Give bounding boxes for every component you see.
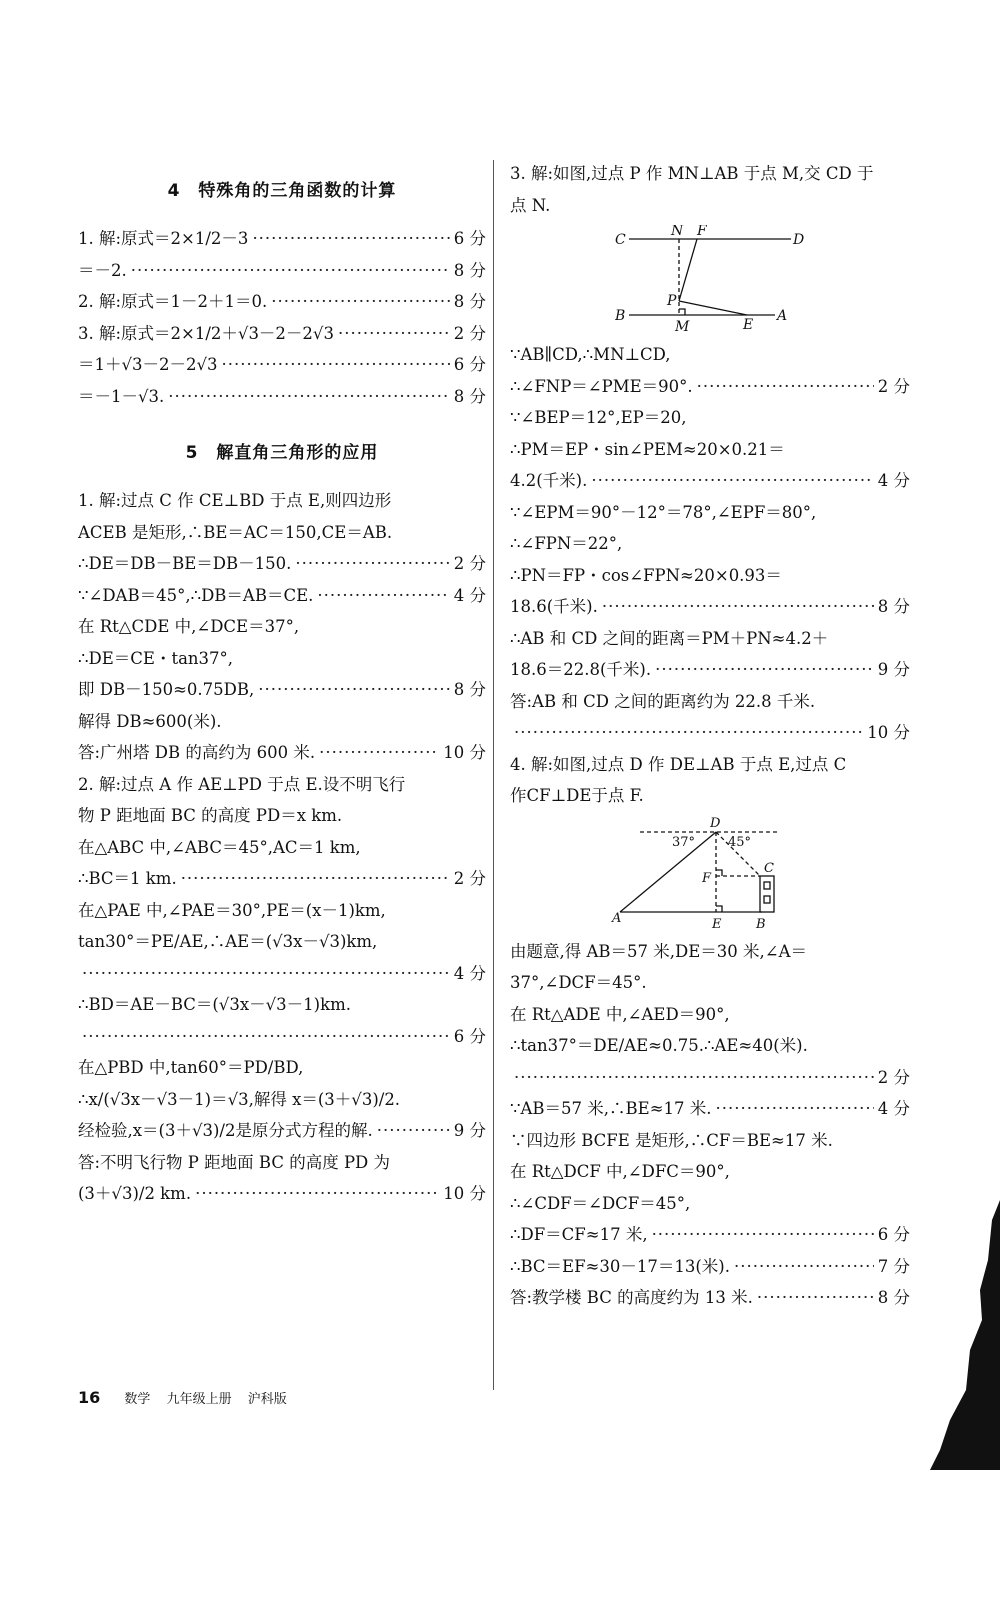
right-column xyxy=(510,150,910,1314)
footer-edition: 沪科版 xyxy=(247,1392,287,1407)
answer-text: 18.6(千米). xyxy=(510,597,598,616)
leader-dots xyxy=(602,591,874,623)
fig4-label-F: F xyxy=(702,870,712,886)
problem-3-line xyxy=(510,158,910,190)
section-5-line xyxy=(78,1178,486,1210)
score-label: 4 分 xyxy=(877,471,910,490)
section-5-line xyxy=(78,863,486,895)
section-5-title: 5 解直角三角形的应用 xyxy=(185,443,379,463)
fig4-label-D: D xyxy=(710,815,721,831)
leader-dots xyxy=(131,255,450,287)
section-5-line xyxy=(78,548,486,580)
leader-dots xyxy=(514,717,863,749)
problem-3-line xyxy=(510,654,910,686)
problem-3-intro xyxy=(510,158,910,221)
answer-text: 2. 解:过点 A 作 AE⊥PD 于点 E.设不明飞行 xyxy=(78,774,406,794)
score-label: 6 分 xyxy=(453,1026,486,1046)
answer-text: 在△PAE 中,∠PAE＝30°,PE＝(x－1)km, xyxy=(78,900,386,920)
problem-3-line xyxy=(510,560,910,592)
answer-text: 1. 解:原式＝2×1/2－3 xyxy=(78,229,249,248)
section-4-line xyxy=(78,318,486,350)
fig3-label-E: E xyxy=(743,317,754,333)
footer-grade: 九年级上册 xyxy=(166,1392,232,1407)
answer-text: ∴DE＝DB－BE＝DB－150. xyxy=(78,554,292,573)
score-label: 4 分 xyxy=(453,963,486,983)
answer-text: 答:不明飞行物 P 距地面 BC 的高度 PD 为 xyxy=(78,1152,391,1172)
answer-text: 物 P 距地面 BC 的高度 PD＝x km. xyxy=(78,806,343,825)
score-label: 9 分 xyxy=(877,660,910,679)
problem-4-line xyxy=(510,1251,910,1283)
section-5-line xyxy=(78,706,486,738)
answer-text: ＝－1－√3. xyxy=(78,386,165,406)
leader-dots xyxy=(181,863,450,895)
fig4-label-A: A xyxy=(612,910,622,926)
answer-text: 经检验,x＝(3＋√3)/2是原分式方程的解. xyxy=(78,1121,373,1140)
leader-dots xyxy=(222,349,450,381)
score-label: 2 分 xyxy=(453,323,486,343)
problem-3-line xyxy=(510,623,910,655)
problem-3-line xyxy=(510,402,910,434)
leader-dots xyxy=(377,1115,450,1147)
answer-text: ∴BC＝EF≈30－17＝13(米). xyxy=(510,1256,730,1276)
section-5-line xyxy=(78,800,486,832)
section-5-line xyxy=(78,958,486,990)
problem-4-line xyxy=(510,1125,910,1157)
fig3-label-C: C xyxy=(615,232,626,248)
answer-text: 4.2(千米). xyxy=(510,471,588,490)
fig3-label-B: B xyxy=(615,308,626,324)
column-divider xyxy=(493,160,494,1390)
answer-text: ∴DE＝CE・tan37°, xyxy=(78,648,234,668)
fig3-label-F: F xyxy=(697,225,707,239)
problem-3-line xyxy=(510,190,910,222)
answer-text: ∴x/(√3x－√3－1)＝√3,解得 x＝(3＋√3)/2. xyxy=(78,1089,401,1109)
leader-dots xyxy=(295,548,449,580)
score-label: 8 分 xyxy=(453,260,486,280)
problem-3-solution xyxy=(510,339,910,812)
score-label: 10 分 xyxy=(443,743,486,762)
leader-dots xyxy=(258,674,449,706)
answer-text: 作CF⊥DE于点 F. xyxy=(510,786,644,805)
fig3-label-P: P xyxy=(667,293,677,309)
section-4-line xyxy=(78,255,486,287)
page-number: 16 xyxy=(78,1388,101,1407)
problem-3-line xyxy=(510,780,910,812)
leader-dots xyxy=(319,737,439,769)
answer-text: 在△PBD 中,tan60°＝PD/BD, xyxy=(78,1058,304,1077)
problem-4-line xyxy=(510,967,910,999)
answer-text: 37°,∠DCF＝45°. xyxy=(510,973,647,992)
answer-text: 解得 DB≈600(米). xyxy=(78,711,222,731)
score-label: 8 分 xyxy=(453,386,486,406)
answer-text: 3. 解:如图,过点 P 作 MN⊥AB 于点 M,交 CD 于 xyxy=(510,164,874,183)
section-5-line xyxy=(78,1115,486,1147)
section-5-line xyxy=(78,989,486,1021)
problem-3-line xyxy=(510,591,910,623)
problem-4-line xyxy=(510,1156,910,1188)
leader-dots xyxy=(716,1093,874,1125)
answer-text: ∴PN＝FP・cos∠FPN≈20×0.93＝ xyxy=(510,565,782,585)
answer-text: ∵∠BEP＝12°,EP＝20, xyxy=(510,408,687,427)
problem-3-line xyxy=(510,749,910,781)
fig3-label-A: A xyxy=(777,308,788,324)
page-footer xyxy=(78,1388,299,1407)
section-5-line xyxy=(78,485,486,517)
answer-text: ∵四边形 BCFE 是矩形,∴CF＝BE≈17 米. xyxy=(510,1130,833,1150)
answer-text: ＝1＋√3－2－2√3 xyxy=(78,355,218,374)
section-4-title: 4 特殊角的三角函数的计算 xyxy=(167,181,397,201)
score-label: 10 分 xyxy=(443,1184,486,1203)
problem-4-line xyxy=(510,1030,910,1062)
section-5-line xyxy=(78,737,486,769)
problem-3-line xyxy=(510,371,910,403)
figure-problem-4 xyxy=(610,816,810,932)
section-5-line xyxy=(78,1147,486,1179)
answer-text: 在△ABC 中,∠ABC＝45°,AC＝1 km, xyxy=(78,837,361,857)
problem-3-line xyxy=(510,339,910,371)
torn-page-edge xyxy=(930,1200,1000,1470)
fig4-angle-37: 37° xyxy=(672,834,696,850)
score-label: 8 分 xyxy=(877,597,910,616)
section-5-line xyxy=(78,926,486,958)
footer-subject: 数学 xyxy=(124,1392,151,1407)
answer-text: ∴AB 和 CD 之间的距离＝PM＋PN≈4.2＋ xyxy=(510,628,829,648)
problem-3-line xyxy=(510,465,910,497)
section-5-line xyxy=(78,580,486,612)
answer-text: 2. 解:原式＝1－2＋1＝0. xyxy=(78,292,268,311)
answer-text: 在 Rt△DCF 中,∠DFC＝90°, xyxy=(510,1162,730,1181)
answer-text: ∵AB∥CD,∴MN⊥CD, xyxy=(510,345,671,364)
score-label: 2 分 xyxy=(453,554,486,573)
figure-problem-3 xyxy=(615,225,805,335)
answer-text: ∴tan37°＝DE/AE≈0.75.∴AE≈40(米). xyxy=(510,1036,808,1055)
fig4-label-C: C xyxy=(764,860,774,876)
problem-3-line xyxy=(510,528,910,560)
leader-dots xyxy=(252,223,449,255)
leader-dots xyxy=(514,1062,874,1094)
answer-text: ∴∠CDF＝∠DCF＝45°, xyxy=(510,1193,691,1213)
section-4-answers xyxy=(78,223,486,412)
leader-dots xyxy=(317,580,449,612)
answer-text: ∵AB＝57 米,∴BE≈17 米. xyxy=(510,1099,712,1118)
score-label: 6 分 xyxy=(453,355,486,374)
leader-dots xyxy=(82,1021,450,1053)
problem-4-line xyxy=(510,1062,910,1094)
answer-text: ∴∠FPN＝22°, xyxy=(510,534,623,553)
answer-text: (3＋√3)/2 km. xyxy=(78,1184,192,1203)
answer-text: 18.6＝22.8(千米). xyxy=(510,660,652,679)
section-5-line xyxy=(78,674,486,706)
problem-4-line xyxy=(510,1188,910,1220)
leader-dots xyxy=(757,1282,874,1314)
leader-dots xyxy=(652,1219,874,1251)
problem-4-solution xyxy=(510,936,910,1314)
score-label: 2 分 xyxy=(453,869,486,888)
score-label: 8 分 xyxy=(877,1288,910,1307)
answer-text: ∴∠FNP＝∠PME＝90°. xyxy=(510,376,693,396)
answer-text: 在 Rt△ADE 中,∠AED＝90°, xyxy=(510,1004,730,1024)
answer-text: ∵∠EPM＝90°－12°＝78°,∠EPF＝80°, xyxy=(510,502,817,522)
problem-3-line xyxy=(510,434,910,466)
answer-text: ∴PM＝EP・sin∠PEM≈20×0.21＝ xyxy=(510,439,785,459)
section-5-line xyxy=(78,611,486,643)
section-5-line xyxy=(78,769,486,801)
section-4-line xyxy=(78,223,486,255)
answer-text: ∴BD＝AE－BC＝(√3x－√3－1)km. xyxy=(78,995,351,1014)
answer-text: 由题意,得 AB＝57 米,DE＝30 米,∠A＝ xyxy=(510,941,808,961)
section-5-line xyxy=(78,643,486,675)
leader-dots xyxy=(734,1251,874,1283)
answer-text: 答:广州塔 DB 的高约为 600 米. xyxy=(78,743,316,762)
section-5-line xyxy=(78,1084,486,1116)
answer-text: 点 N. xyxy=(510,195,551,215)
problem-3-line xyxy=(510,686,910,718)
problem-4-line xyxy=(510,1282,910,1314)
leader-dots xyxy=(338,318,450,350)
answer-text: 即 DB－150≈0.75DB, xyxy=(78,680,255,699)
answer-text: ＝－2. xyxy=(78,260,127,280)
answer-text: ∴DF＝CF≈17 米, xyxy=(510,1225,648,1244)
section-5-line xyxy=(78,1021,486,1053)
answer-text: 答:教学楼 BC 的高度约为 13 米. xyxy=(510,1288,753,1307)
section-4-line xyxy=(78,381,486,413)
score-label: 2 分 xyxy=(877,376,910,396)
answer-text: ∵∠DAB＝45°,∴DB＝AB＝CE. xyxy=(78,585,314,605)
section-5-answers xyxy=(78,485,486,1210)
fig4-label-E: E xyxy=(712,916,722,932)
leader-dots xyxy=(271,286,449,318)
answer-text: ACEB 是矩形,∴BE＝AC＝150,CE＝AB. xyxy=(78,522,393,542)
score-label: 4 分 xyxy=(453,585,486,605)
answer-text: 3. 解:原式＝2×1/2＋√3－2－2√3 xyxy=(78,323,334,343)
left-column xyxy=(78,150,486,1210)
answer-text: 4. 解:如图,过点 D 作 DE⊥AB 于点 E,过点 C xyxy=(510,754,847,774)
score-label: 7 分 xyxy=(877,1256,910,1276)
fig3-label-D: D xyxy=(793,232,805,248)
leader-dots xyxy=(655,654,874,686)
answer-text: ∴BC＝1 km. xyxy=(78,869,177,888)
score-label: 2 分 xyxy=(877,1067,910,1087)
problem-3-line xyxy=(510,717,910,749)
answer-text: tan30°＝PE/AE,∴AE＝(√3x－√3)km, xyxy=(78,932,378,951)
fig3-label-N: N xyxy=(671,225,684,239)
answer-text: 在 Rt△CDE 中,∠DCE＝37°, xyxy=(78,617,300,636)
leader-dots xyxy=(591,465,873,497)
score-label: 6 分 xyxy=(453,229,486,248)
fig3-label-M: M xyxy=(675,319,690,335)
score-label: 10 分 xyxy=(867,723,910,742)
fig4-label-B: B xyxy=(756,916,766,932)
leader-dots xyxy=(168,381,449,413)
score-label: 6 分 xyxy=(877,1225,910,1244)
section-5-line xyxy=(78,895,486,927)
leader-dots xyxy=(195,1178,439,1210)
score-label: 8 分 xyxy=(453,680,486,699)
section-5-line xyxy=(78,517,486,549)
answer-text: 1. 解:过点 C 作 CE⊥BD 于点 E,则四边形 xyxy=(78,491,392,510)
score-label: 8 分 xyxy=(453,292,486,311)
leader-dots xyxy=(82,958,450,990)
score-label: 4 分 xyxy=(877,1099,910,1118)
problem-3-line xyxy=(510,497,910,529)
problem-4-line xyxy=(510,999,910,1031)
problem-4-line xyxy=(510,1219,910,1251)
section-5-line xyxy=(78,832,486,864)
problem-4-line xyxy=(510,936,910,968)
section-5-line xyxy=(78,1052,486,1084)
answer-text: 答:AB 和 CD 之间的距离约为 22.8 千米. xyxy=(510,691,816,711)
score-label: 9 分 xyxy=(453,1121,486,1140)
fig4-angle-45: 45° xyxy=(728,834,752,850)
section-4-line xyxy=(78,349,486,381)
leader-dots xyxy=(697,371,874,403)
section-4-line xyxy=(78,286,486,318)
problem-4-line xyxy=(510,1093,910,1125)
